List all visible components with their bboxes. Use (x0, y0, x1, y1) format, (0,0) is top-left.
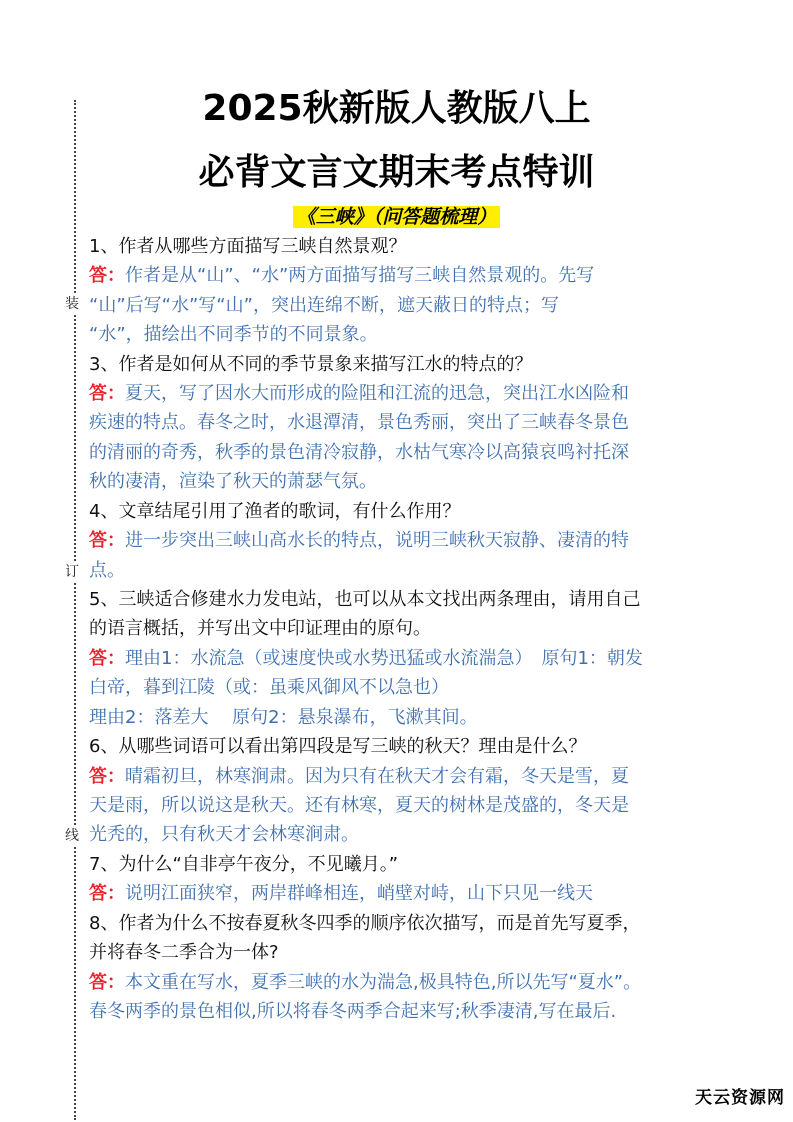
question-3: 3、作者是如何从不同的季节景象来描写江水的特点的？ (89, 354, 533, 375)
binding-mark-xian: 线 (65, 828, 79, 844)
binding-mark-zhuang: 装 (65, 296, 79, 312)
answer-text: 说明江面狭窄，两岸群峰相连，峭壁对峙，山下只见一线天 (125, 883, 593, 904)
answer-6-line-3: 光秃的，只有秋天才会林寒涧肃。 (89, 824, 359, 845)
binding-mark-ding: 订 (65, 564, 79, 580)
answer-text: 本文重在写水，夏季三峡的水为湍急,极具特色,所以先写“夏水”。 (125, 972, 642, 993)
subtitle-text: 《三峡》（问答题梳理） (293, 206, 501, 228)
answer-8-line-1 (89, 968, 779, 997)
answer-4-line-1 (89, 526, 779, 555)
answer-6-line-1 (89, 762, 779, 791)
answer-7-line-1 (89, 879, 779, 908)
question-8-line-2: 并将春冬二季合为一体? (89, 942, 279, 963)
question-1: 1、作者从哪些方面描写三峡自然景观？ (89, 236, 407, 257)
question-4: 4、文章结尾引用了渔者的歌词，有什么作用？ (89, 501, 461, 522)
question-8-line-1: 8、作者为什么不按春夏秋冬四季的顺序依次描写，而是首先写夏季， (89, 913, 641, 934)
answer-text: 理由1：水流急（或速度快或水势迅猛或水流湍急） 原句1：朝发 (125, 648, 643, 669)
answer-label: 答： (89, 972, 125, 993)
answer-5-line-1 (89, 644, 779, 673)
answer-1-line-3: “水”，描绘出不同季节的不同景象。 (89, 324, 378, 345)
answer-label: 答： (89, 265, 125, 286)
answer-text: 晴霜初旦，林寒涧肃。因为只有在秋天才会有霜，冬天是雪，夏 (125, 766, 629, 787)
answer-5-line-2: 白帝，暮到江陵（或：虽乘风御风不以急也） (89, 677, 449, 698)
answer-label: 答： (89, 766, 125, 787)
watermark: 天云资源网 (695, 1088, 785, 1108)
question-5-line-1: 5、三峡适合修建水力发电站，也可以从本文找出两条理由，请用自己 (89, 589, 641, 610)
answer-6-line-2: 天是雨，所以说这是秋天。还有林寒，夏天的树林是茂盛的，冬天是 (89, 795, 629, 816)
answer-3-line-1 (89, 379, 779, 408)
answer-label: 答： (89, 530, 125, 551)
title-line-1: 2025秋新版人教版八上 (202, 88, 591, 129)
answer-1-line-2: “山”后写“水”写“山”，突出连绵不断，遮天蔽日的特点；写 (89, 295, 559, 316)
binding-dotted-line (74, 100, 76, 1120)
answer-text: 作者是从“山”、“水”两方面描写描写三峡自然景观的。先写 (125, 265, 595, 286)
answer-label: 答： (89, 383, 125, 404)
answer-5-line-3: 理由2：落差大 原句2：悬泉瀑布，飞漱其间。 (89, 707, 478, 728)
answer-4-line-2: 点。 (89, 560, 125, 581)
answer-text: 夏天，写了因水大而形成的险阻和江流的迅急，突出江水凶险和 (125, 383, 629, 404)
answer-3-line-2: 疾速的特点。春冬之时，水退潭清，景色秀丽，突出了三峡春冬景色 (89, 412, 629, 433)
answer-label: 答： (89, 883, 125, 904)
subtitle (0, 203, 793, 231)
answer-3-line-4: 秋的凄清，渲染了秋天的萧瑟气氛。 (89, 471, 377, 492)
answer-text: 进一步突出三峡山高水长的特点，说明三峡秋天寂静、凄清的特 (125, 530, 629, 551)
answer-label: 答： (89, 648, 125, 669)
question-5-line-2: 的语言概括，并写出文中印证理由的原句。 (89, 618, 431, 639)
answer-3-line-3: 的清丽的奇秀，秋季的景色清冷寂静，水枯气寒冷以高猿哀鸣衬托深 (89, 442, 629, 463)
question-7: 7、为什么“自非亭午夜分，不见曦月。” (89, 854, 399, 875)
question-6: 6、从哪些词语可以看出第四段是写三峡的秋天？理由是什么？ (89, 736, 587, 757)
answer-8-line-2: 春冬两季的景色相似,所以将春冬两季合起来写;秋季凄清,写在最后. (89, 1001, 617, 1022)
answer-1-line-1 (89, 261, 779, 290)
title-line-2: 必背文言文期末考点特训 (198, 152, 595, 193)
